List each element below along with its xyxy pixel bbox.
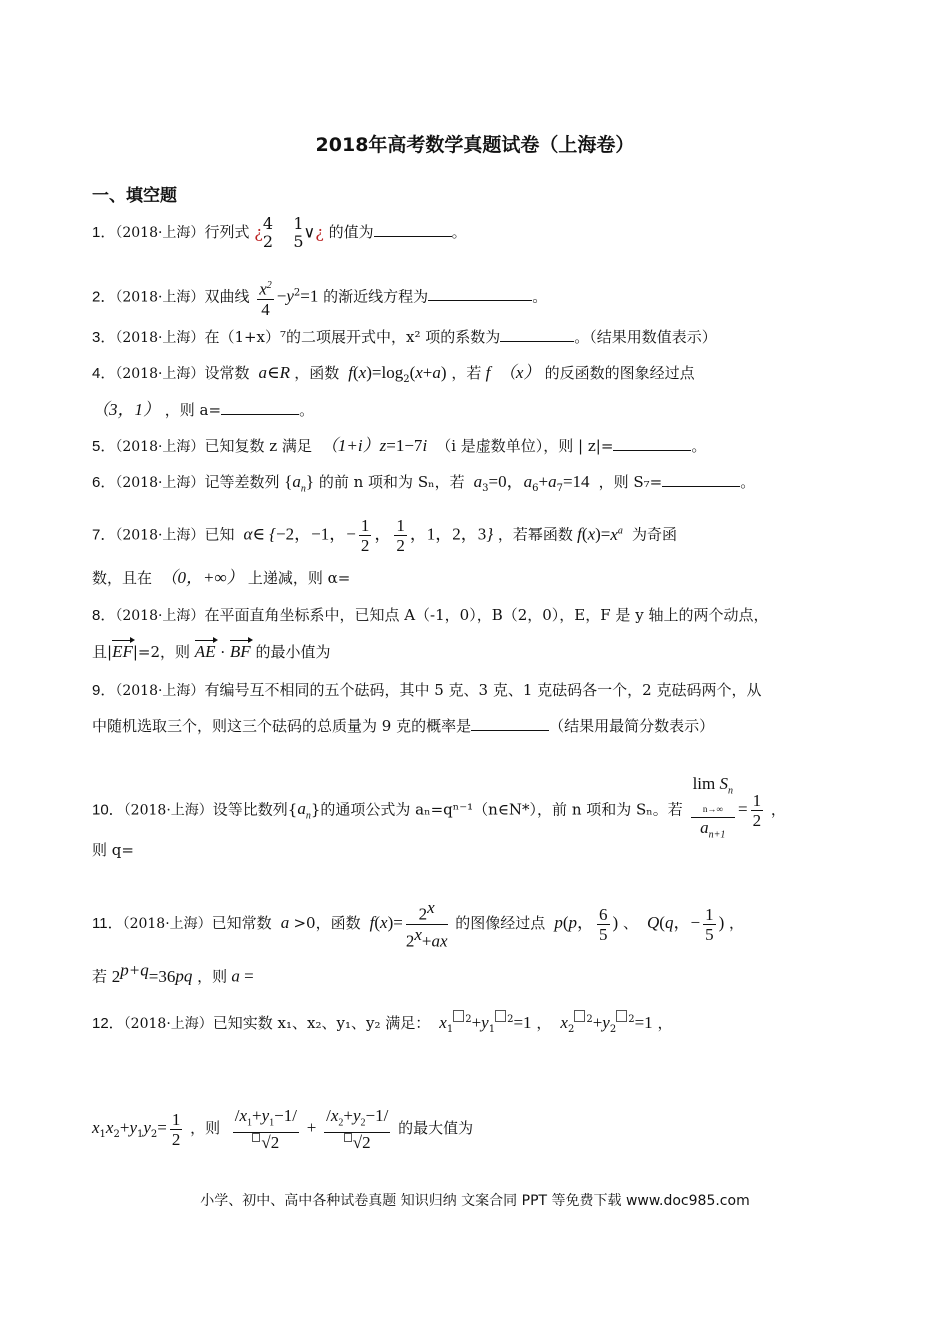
- determinant: ¿ 4 1 2 5 ∨¿: [254, 214, 324, 251]
- question-11-cont: 若 $2^{p+q}=36pq$ ，则 a =: [92, 960, 254, 986]
- question-12: 12．（2018·上海）已知实数 x₁、x₂、y₁、y₂ 满足： $x_1^2+y_1^2=1$ ， $x_2^2+y_2^2=1$ ，: [92, 1010, 672, 1040]
- section-heading: 一、填空题: [92, 186, 177, 206]
- limit-fraction: $\lim S_n$ n→∞ $a_{n+1}$: [692, 774, 733, 841]
- question-6: 6．（2018·上海）记等差数列 $\{a_n\}$ 的前 n 项和为 Sₙ，若 $a_3=0$，$a_6+a_7=14$ ，则 S₇= 。: [92, 472, 756, 495]
- question-7: 7．（2018·上海）已知 α∈ {−2，−1，− $\frac{1}{2}$ ， $\frac{1}{2}$ ，1，2，3} ，若幂函数 $f(x)=x^a$ 为奇函: [92, 516, 677, 555]
- question-8-cont: 且|EF|=2，则 AE · BF 的最小值为: [92, 642, 331, 661]
- x2-over-4: $\frac{x^2}{4}$: [257, 276, 274, 319]
- question-3: 3．（2018·上海）在（1+x）⁷的二项展开式中，x² 项的系数为 。（结果用数值表示）: [92, 328, 717, 346]
- footer: 小学、初中、高中各种试卷真题 知识归纳 文案合同 PPT 等免费下载 www.doc985.com: [200, 1193, 750, 1209]
- question-5: 5．（2018·上海）已知复数 z 满足 （1+i）z=1−7i （i 是虚数单位），则 | z|= 。: [92, 436, 707, 455]
- question-9-cont: 中随机选取三个，则这三个砝码的总质量为 9 克的概率是 （结果用最简分数表示）: [92, 717, 715, 735]
- question-9: 9．（2018·上海）有编号互不相同的五个砝码，其中 5 克、3 克、1 克砝码各一个，2 克砝码两个，从: [92, 681, 762, 699]
- question-1: 1．（2018·上海）行列式 ¿ 4 1 2 5 ∨¿ 的值为 。: [92, 214, 467, 251]
- question-4-cont: （3，1） ，则 a= 。: [92, 400, 315, 419]
- question-8: 8．（2018·上海）在平面直角坐标系中，已知点 A（-1，0），B（2，0），E，F 是 y 轴上的两个动点，: [92, 606, 769, 624]
- question-12-cont: $x_1x_2+y_1y_2=$ $\frac{1}{2}$ ，则 $\frac{/x_1+y_1-1/}{√2}$ + $\frac{/x_2+y_2-1/}{√2}$ 的最大值为: [92, 1106, 474, 1153]
- question-2: 2．（2018·上海）双曲线 $\frac{x^2}{4}$ $-y^2=1$ 的渐近线方程为 。: [92, 276, 547, 319]
- question-10-cont: 则 q=: [92, 841, 134, 859]
- question-4: 4．（2018·上海）设常数 a∈R ，函数 $f(x)=\log_2(x+a)$ ，若 f （x） 的反函数的图象经过点: [92, 363, 695, 385]
- question-11: 11．（2018·上海）已知常数 a >0，函数 f(x)= $\frac{2^x}{2^x+ax}$ 的图像经过点 p(p， $\frac{6}{5}$ ) 、 Q(q，− $\frac{1}{5}$ ) ，: [92, 898, 745, 951]
- question-7-cont: 数，且在 （0，+∞） 上递减，则 α=: [92, 568, 351, 587]
- question-10: 10．（2018·上海）设等比数列$\{a_n\}$的通项公式为 aₙ=qⁿ⁻¹（n∈N*），前 n 项和为 Sₙ。若 $\lim S_n$ n→∞ $a_{n+1}$ = $\frac{1}{2}$ ，: [92, 776, 786, 845]
- page-title: 2018年高考数学真题试卷（上海卷）: [315, 134, 635, 156]
